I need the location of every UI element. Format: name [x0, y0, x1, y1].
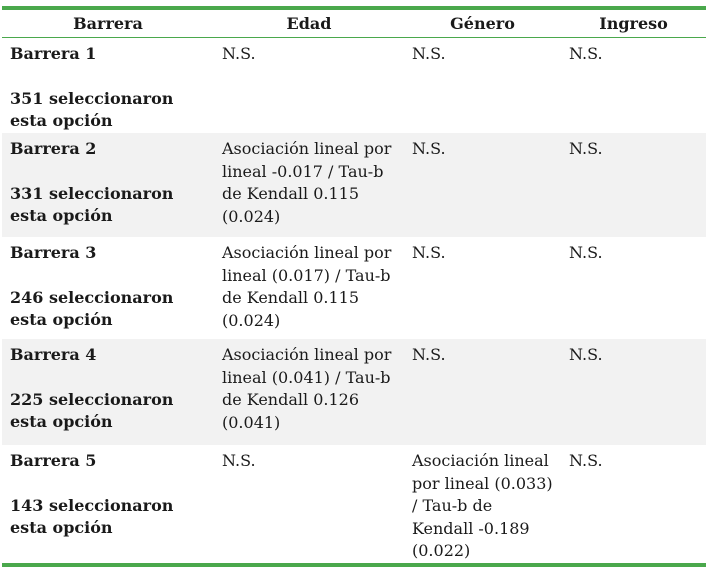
barrera-count: 225 seleccionaron esta opción [10, 389, 174, 431]
cell-edad: N.S. [222, 451, 256, 470]
cell-ingreso: N.S. [569, 243, 603, 262]
barriers-association-table [2, 10, 706, 563]
table-row [2, 133, 706, 237]
table-row [2, 445, 706, 563]
table-header-row [2, 10, 706, 37]
cell-genero: N.S. [404, 339, 561, 445]
cell-barrera [2, 339, 214, 445]
cell-barrera [2, 133, 214, 237]
table-bottom-rule [2, 563, 706, 567]
barrera-name: Barrera 2 [10, 139, 97, 158]
barrera-name: Barrera 4 [10, 345, 97, 364]
cell-edad: Asociación lineal por lineal (0.017) / Tau-b de Kendall 0.115 (0.024) [222, 243, 392, 330]
cell-genero: N.S. [412, 243, 446, 262]
barrera-name: Barrera 3 [10, 243, 97, 262]
header-edad: Edad [286, 14, 332, 33]
cell-ingreso: N.S. [561, 339, 706, 445]
cell-edad: Asociación lineal por lineal -0.017 / Tau-b de Kendall 0.115 (0.024) [214, 133, 404, 237]
header-ingreso: Ingreso [599, 14, 668, 33]
cell-ingreso: N.S. [569, 44, 603, 63]
cell-genero: Asociación lineal por lineal (0.033) / Tau-b de Kendall -0.189 (0.022) [412, 451, 553, 560]
cell-ingreso: N.S. [561, 133, 706, 237]
cell-barrera [2, 445, 214, 563]
table-row [2, 339, 706, 445]
barrera-name: Barrera 5 [10, 451, 97, 470]
cell-edad: N.S. [222, 44, 256, 63]
barrera-count: 246 seleccionaron esta opción [10, 287, 174, 329]
barrera-name: Barrera 1 [10, 44, 97, 63]
cell-genero: N.S. [404, 133, 561, 237]
barrera-count: 351 seleccionaron esta opción [10, 88, 174, 130]
results-table-container [2, 6, 706, 567]
barrera-count: 331 seleccionaron esta opción [10, 183, 174, 225]
cell-ingreso: N.S. [569, 451, 603, 470]
table-row [2, 237, 706, 339]
cell-barrera [2, 237, 214, 339]
barrera-count: 143 seleccionaron esta opción [10, 495, 174, 537]
table-row [2, 38, 706, 133]
cell-edad: Asociación lineal por lineal (0.041) / Tau-b de Kendall 0.126 (0.041) [214, 339, 404, 445]
cell-barrera [2, 38, 214, 133]
header-barrera: Barrera [73, 14, 143, 33]
cell-genero: N.S. [412, 44, 446, 63]
header-genero: Género [450, 14, 515, 33]
